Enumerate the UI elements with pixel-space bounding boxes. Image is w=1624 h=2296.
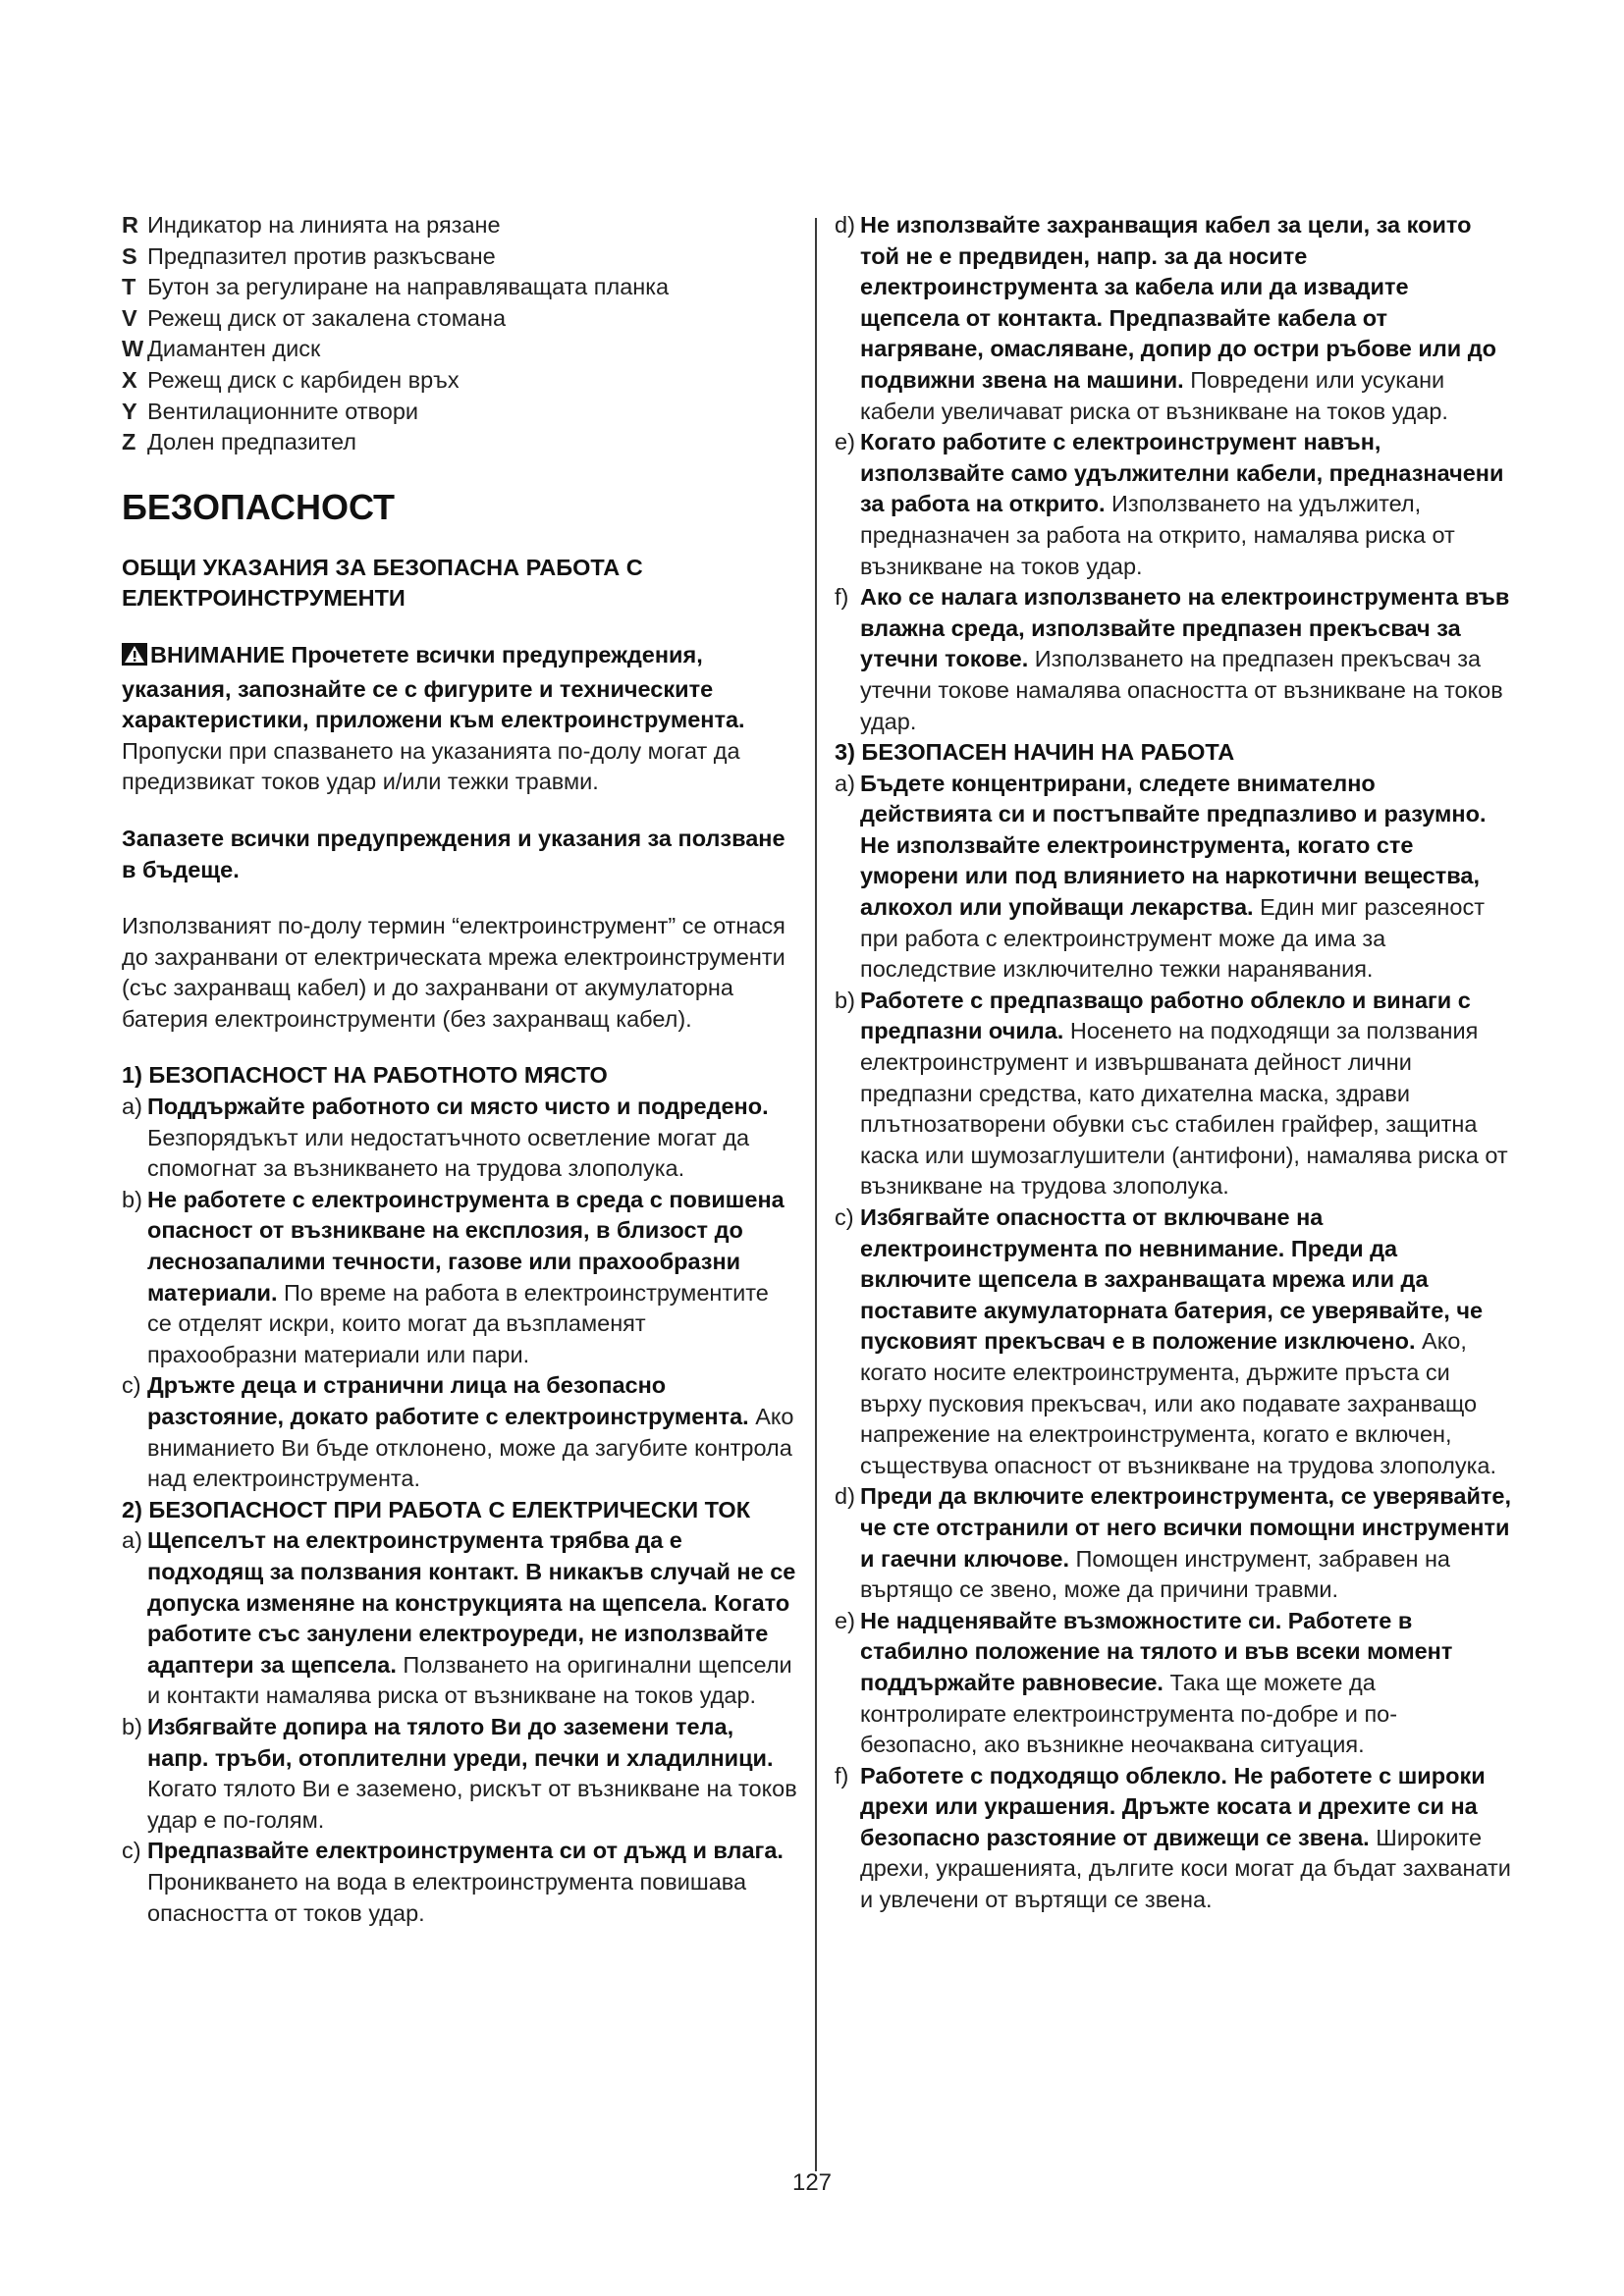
s1-item-c	[122, 1370, 799, 1494]
right-column	[835, 210, 1512, 1916]
s3-item-a	[835, 769, 1512, 986]
item-bold-text: Не използвайте захранващия кабел за цели, за които той не е предвиден, напр. за да носите електроинструмента за кабела или да извадите щепсела от контакта. Предпазвайте кабела от нагряване, омасляване, допир до остри ръбове или до подвижни звена на машини.	[860, 212, 1497, 393]
legend-key: X	[122, 366, 137, 393]
item-bold-text: Работете с подходящо облекло. Не работете с широки дрехи или украшения. Дръжте косата и дрехите си на безопасно разстояние от движещи се звена.	[860, 1762, 1486, 1850]
item-letter: b)	[122, 1713, 142, 1739]
item-letter: b)	[122, 1186, 142, 1212]
parts-legend	[122, 210, 799, 458]
item-letter: d)	[835, 1483, 855, 1510]
item-normal-text: По време на работа в електроинструментите се отделят искри, които могат да възпламенят прахообразни материали или пари.	[147, 1279, 769, 1367]
item-bold-text: Поддържайте работното си място чисто и подредено.	[147, 1094, 769, 1120]
page-number: 127	[791, 2169, 833, 2196]
left-column	[122, 210, 799, 1929]
legend-key: W	[122, 336, 144, 362]
s1-item-b	[122, 1185, 799, 1371]
item-bold-text: Избягвайте опасността от включване на електроинструмента по невнимание. Преди да включите щепсела в захранващата мрежа или да поставите акумулаторната батерия, се уверявайте, че пусковият прекъсвач е в положение изключено.	[860, 1204, 1484, 1355]
legend-item	[122, 272, 799, 303]
legend-text: Предпазител против разкъсване	[147, 242, 496, 269]
s3-item-b	[835, 986, 1512, 1202]
legend-key: T	[122, 274, 136, 300]
item-normal-text: Така ще можете да контролирате електроинструмента по-добре и по-безопасно, ако възникне неочаквана ситуация.	[860, 1669, 1398, 1758]
item-normal-text: Носенето на подходящи за ползвания електроинструмент и извършваната дейност лични предпазни средства, като дихателна маска, здрави плътнозатворени обувки със стабилен грайфер, защитна каска или шумозаглушители (антифони), намалява риска от възникване на трудова злополука.	[860, 1018, 1508, 1200]
item-normal-text: Широките дрехи, украшенията, дългите коси могат да бъдат захванати и увлечени от въртящи се звена.	[860, 1824, 1511, 1913]
item-bold-text: Преди да включите електроинструмента, се уверявайте, че сте отстранили от него всички помощни инструменти и гаечни ключове.	[860, 1483, 1512, 1572]
item-normal-text: Повредени или усукани кабели увеличават риска от възникване на токов удар.	[860, 366, 1448, 424]
item-letter: a)	[122, 1094, 142, 1120]
s2-item-d	[835, 210, 1512, 427]
item-bold-text: Щепселът на електроинструмента трябва да е подходящ за ползвания контакт. В никакъв случай не се допуска изменяне на конструкцията на щепсела. Когато работите със занулени електроуреди, не използвайте адаптери за щепсела.	[147, 1527, 796, 1678]
item-bold-text: Не надценявайте възможностите си. Работете в стабилно положение на тялото и във всеки момент поддържайте равновесие.	[860, 1607, 1453, 1695]
item-bold-text: Дръжте деца и странични лица на безопасно разстояние, докато работите с електроинструмента.	[147, 1372, 749, 1429]
item-normal-text: Ползването на оригинални щепсели и контакти намалява риска от възникване на токов удар.	[147, 1651, 792, 1709]
item-bold-text: Работете с предпазващо работно облекло и винаги с предпазни очила.	[860, 987, 1471, 1044]
legend-key: V	[122, 304, 137, 331]
item-letter: a)	[835, 770, 855, 796]
warning-paragraph	[122, 640, 799, 798]
section-title: БЕЗОПАСНОСТ	[122, 486, 396, 527]
legend-item	[122, 241, 799, 273]
item-bold-text: Когато работите с електроинструмент навън, използвайте само удължителни кабели, предназначени за работа на открито.	[860, 429, 1504, 517]
item-letter: f)	[835, 584, 849, 611]
legend-item	[122, 303, 799, 335]
s2-heading: 2) БЕЗОПАСНОСТ ПРИ РАБОТА С ЕЛЕКТРИЧЕСКИ ТОК	[122, 1496, 751, 1522]
item-normal-text: Когато тялото Ви е заземено, рискът от възникване на токов удар е по-голям.	[147, 1776, 797, 1833]
item-bold-text: Не работете с електроинструмента в среда с повишена опасност от възникване на експлозия, в близост до леснозапалими течности, газове или прахообразни материали.	[147, 1186, 785, 1306]
s1-item-a	[122, 1092, 799, 1185]
warning-normal-text: Пропуски при спазването на указанията по-долу могат да предизвикат токов удар и/или тежки травми.	[122, 737, 740, 795]
s2-item-a	[122, 1525, 799, 1712]
item-normal-text: Помощен инструмент, забравен на въртящо се звено, може да причини травми.	[860, 1545, 1450, 1603]
legend-key: Z	[122, 429, 136, 455]
s1-heading: 1) БЕЗОПАСНОСТ НА РАБОТНОТО МЯСТО	[122, 1062, 608, 1089]
general-heading-line2: ЕЛЕКТРОИНСТРУМЕНТИ	[122, 585, 406, 612]
legend-key: S	[122, 242, 137, 269]
item-normal-text: Ако вниманието Ви бъде отклонено, може да загубите контрола над електроинструмента.	[147, 1404, 794, 1492]
s2-item-b	[122, 1712, 799, 1836]
legend-text: Диамантен диск	[147, 336, 321, 362]
item-letter: e)	[835, 429, 855, 455]
legend-key: Y	[122, 398, 137, 424]
legend-item	[122, 365, 799, 397]
s3-item-f	[835, 1761, 1512, 1916]
legend-item	[122, 334, 799, 365]
item-normal-text: Използването на удължител, предназначен за работа на открито, намалява риска от възникване на токов удар.	[860, 491, 1455, 579]
column-divider	[815, 218, 817, 2171]
item-letter: e)	[835, 1607, 855, 1633]
legend-text: Режещ диск от закалена стомана	[147, 304, 507, 331]
general-heading-line1: ОБЩИ УКАЗАНИЯ ЗА БЕЗОПАСНА РАБОТА С	[122, 554, 643, 580]
legend-text: Режещ диск с карбиден връх	[147, 366, 460, 393]
s2-item-e	[835, 427, 1512, 582]
item-normal-text: Ако, когато носите електроинструмента, държите пръста си върху пусковия прекъсвач, или ако подавате захранващо напрежение на електроинструмента, когато е включен, съществува опасност от възникване на трудова злополука.	[860, 1328, 1497, 1478]
item-normal-text: Един миг разсеяност при работа с електроинструмент може да има за последствие изключително тежки наранявания.	[860, 894, 1485, 983]
warning-bold-text: ВНИМАНИЕ Прочетете всички предупреждения, указания, запознайте се с фигурите и техническите характеристики, приложени към електроинструмента.	[122, 641, 745, 733]
item-letter: b)	[835, 987, 855, 1013]
legend-item	[122, 397, 799, 428]
warning-triangle-icon	[122, 643, 147, 674]
legend-text: Вентилационните отвори	[147, 398, 419, 424]
keep-instructions: Запазете всички предупреждения и указания за ползване в бъдеще.	[122, 825, 785, 882]
s3-item-d	[835, 1481, 1512, 1605]
s3-item-e	[835, 1606, 1512, 1761]
item-letter: d)	[835, 212, 855, 238]
item-letter: a)	[122, 1527, 142, 1554]
item-bold-text: Ако се налага използването на електроинструмента във влажна среда, използвайте предпазен прекъсвач за утечни токове.	[860, 584, 1510, 672]
item-bold-text: Предпазвайте електроинструмента си от дъжд и влага.	[147, 1838, 784, 1864]
item-normal-text: Използването на предпазен прекъсвач за утечни токове намалява опасността от възникване на токов удар.	[860, 646, 1503, 734]
item-bold-text: Бъдете концентрирани, следете внимателно действията си и постъпвайте предпазливо и разумно. Не използвайте електроинструмента, когато сте уморени или под влиянието на наркотични вещества, алкохол или упойващи лекарства.	[860, 770, 1487, 921]
item-bold-text: Избягвайте допира на тялото Ви до заземени тела, напр. тръби, отоплителни уреди, печки и хладилници.	[147, 1713, 774, 1771]
item-letter: f)	[835, 1762, 849, 1789]
term-paragraph: Използваният по-долу термин “електроинструмент” се отнася до захранвани от електрическата мрежа електроинструменти (със захранващ кабел) и до захранвани от акумулаторна батерия електроинструменти (без захранващ кабел).	[122, 913, 785, 1032]
s3-heading: 3) БЕЗОПАСЕН НАЧИН НА РАБОТА	[835, 739, 1235, 766]
legend-key: R	[122, 212, 138, 238]
item-letter: c)	[835, 1204, 854, 1230]
item-normal-text: Безпорядъкът или недостатъчното осветление могат да спомогнат за възникването на трудова злополука.	[147, 1124, 750, 1182]
item-letter: c)	[122, 1372, 141, 1399]
legend-text: Долен предпазител	[147, 429, 357, 455]
legend-item	[122, 427, 799, 458]
item-normal-text: Проникването на вода в електроинструмента повишава опасността от токов удар.	[147, 1868, 747, 1926]
legend-text: Индикатор на линията на рязане	[147, 212, 501, 238]
item-letter: c)	[122, 1838, 141, 1864]
s2-item-f	[835, 582, 1512, 737]
legend-text: Бутон за регулиране на направляващата планка	[147, 274, 670, 300]
s3-item-c	[835, 1202, 1512, 1481]
s2-item-c	[122, 1836, 799, 1929]
legend-item	[122, 210, 799, 241]
